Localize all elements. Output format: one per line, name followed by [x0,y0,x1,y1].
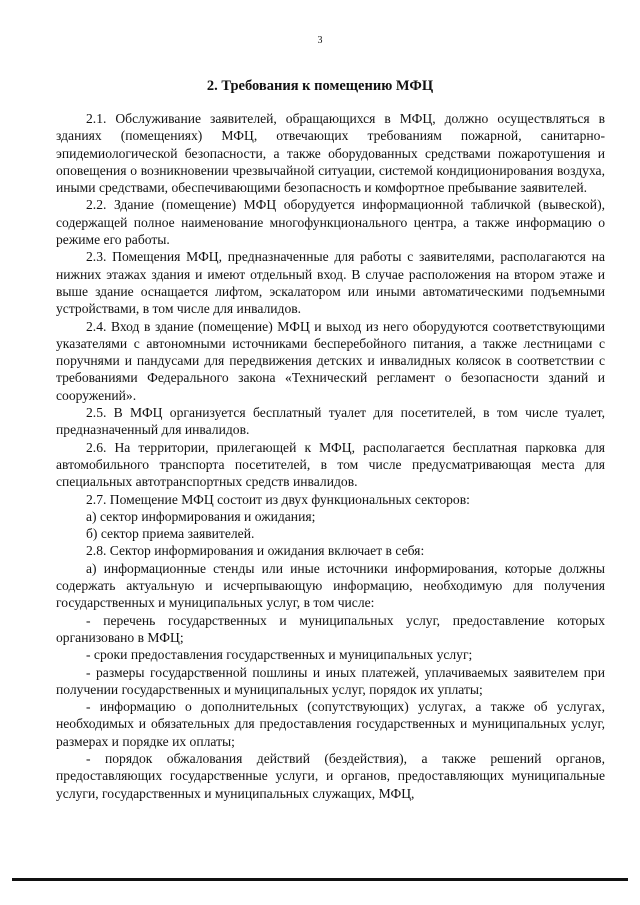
bullet-deadlines: - сроки предоставления государственных и муниципальных услуг; [86,647,473,663]
bullet-additional-services: - информацию о дополнительных (сопутствующих) услугах, а также об услугах, необходимых и обязательных для предоставления государственных и муниципальных услуг, размерах и порядке их оплаты; [56,699,605,749]
paragraph-2-2: 2.2. Здание (помещение) МФЦ оборудуется информационной табличкой (вывеской), содержащей полное наименование многофункционального центра, а также информацию о режиме его работы. [56,197,605,248]
paragraph-2-1: 2.1. Обслуживание заявителей, обращающихся в МФЦ, должно осуществляться в зданиях (помещениях) МФЦ, отвечающих требованиям пожарной, санитарно-эпидемиологической безопасности, а также оборудованных средствами пожаротушения и оповещения о возникновении чрезвычайной ситуации, системой кондиционирования воздуха, иными средствами, обеспечивающими безопасность и комфортное пребывание заявителей. [56,111,605,196]
paragraph-2-6: 2.6. На территории, прилегающей к МФЦ, располагается бесплатная парковка для автомобильного транспорта посетителей, в том числе предусматривающая места для специальных автотранспортных средств инвалидов. [56,439,605,490]
paragraph-2-7: 2.7. Помещение МФЦ состоит из двух функциональных секторов: [86,491,470,507]
document-body [56,110,605,802]
section-heading: 2. Требования к помещению МФЦ [206,78,434,94]
paragraph-2-8: 2.8. Сектор информирования и ожидания включает в себя: [86,543,425,559]
bullet-appeals: - порядок обжалования действий (бездействия), а также решений органов, предоставляющих государственные услуги, и органов, предоставляющих муниципальные услуги, государственных и муниципальных служащих, МФЦ, [56,750,605,801]
paragraph-2-4: 2.4. Вход в здание (помещение) МФЦ и выход из него оборудуются соответствующими указателями с автономными источниками бесперебойного питания, а также лестницами с поручнями и пандусами для передвижения детских и инвалидных колясок в соответствии с требованиями Федерального закона «Технический регламент о безопасности зданий и сооружений». [56,318,605,403]
bullet-fees: - размеры государственной пошлины и иных платежей, уплачиваемых заявителем при получении государственных и муниципальных услуг, порядок их уплаты; [56,664,605,697]
paragraph-2-5: 2.5. В МФЦ организуется бесплатный туалет для посетителей, в том числе туалет, предназначенный для инвалидов. [56,405,605,438]
bottom-divider [12,878,628,881]
page-number: 3 [317,35,323,46]
bullet-services-list: - перечень государственных и муниципальных услуг, предоставление которых организовано в МФЦ; [56,612,605,645]
list-item-a: а) сектор информирования и ожидания; [86,508,316,524]
paragraph-2-3: 2.3. Помещения МФЦ, предназначенные для работы с заявителями, располагаются на нижних этажах здания и имеют отдельный вход. В случае расположения на втором этаже и выше здание оснащается лифтом, эскалатором или иными автоматическими подъемными устройствами, в том числе для инвалидов. [56,249,605,317]
list-item-a-stands: а) информационные стенды или иные источники информирования, которые должны содержать актуальную и исчерпывающую информацию, необходимую для получения государственных и муниципальных услуг, в том числе: [56,560,605,611]
list-item-b: б) сектор приема заявителей. [86,526,255,542]
